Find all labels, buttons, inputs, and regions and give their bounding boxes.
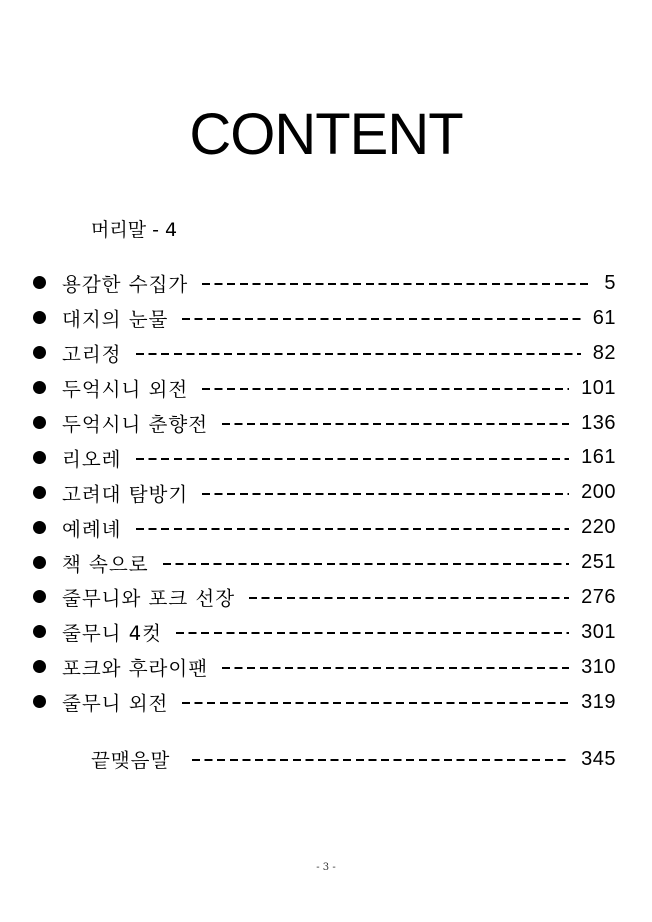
dot-leader: [222, 423, 569, 425]
toc-entry-label: 고리정: [62, 343, 122, 367]
bullet-icon: [33, 416, 46, 429]
toc-entry-page-number: 61: [592, 306, 616, 329]
toc-entry-line: [62, 685, 616, 720]
toc-entry-line: [62, 336, 616, 371]
toc-entry-page-number: 220: [581, 516, 616, 539]
toc-entry[interactable]: [0, 440, 652, 475]
toc-entry-page-number: 101: [581, 376, 616, 399]
toc-entry-line: [62, 371, 616, 406]
bullet-icon: [33, 521, 46, 534]
toc-entry-page-number: 301: [581, 620, 616, 643]
toc-entry-line: [62, 266, 616, 301]
toc-entry-label: 줄무니 4컷: [62, 622, 162, 646]
toc-entry-line: [62, 580, 616, 615]
toc-entry-line: [62, 301, 616, 336]
page-title: CONTENT: [189, 102, 463, 167]
toc-entry-page-number: 200: [581, 481, 616, 504]
table-of-contents: [0, 266, 652, 720]
toc-entry-page-number: 310: [581, 655, 616, 678]
toc-entry[interactable]: [0, 580, 652, 615]
bullet-icon: [33, 695, 46, 708]
bullet-icon: [33, 346, 46, 359]
dot-leader: [182, 702, 569, 704]
bullet-icon: [33, 590, 46, 603]
toc-entry-line: [62, 510, 616, 545]
toc-entry-label: 줄무니 외전: [62, 692, 169, 716]
toc-entry-label: 책 속으로: [62, 552, 149, 576]
toc-entry[interactable]: [0, 615, 652, 650]
toc-entry-line: [62, 406, 616, 441]
toc-entry-label: 리오레: [62, 447, 122, 471]
bullet-icon: [33, 556, 46, 569]
bullet-icon: [33, 276, 46, 289]
dot-leader: [176, 632, 569, 634]
page-footer-number: - 3 -: [316, 862, 336, 873]
toc-entry[interactable]: [0, 266, 652, 301]
dot-leader: [222, 667, 569, 669]
toc-entry-page-number: 319: [581, 690, 616, 713]
dot-leader: [202, 493, 569, 495]
epilogue-page-number: 345: [581, 747, 616, 770]
bullet-icon: [33, 381, 46, 394]
toc-entry-line: [62, 475, 616, 510]
toc-entry[interactable]: [0, 406, 652, 441]
toc-entry[interactable]: [0, 650, 652, 685]
toc-entry-page-number: 276: [581, 585, 616, 608]
bullet-icon: [33, 311, 46, 324]
toc-entry[interactable]: [0, 685, 652, 720]
toc-entry[interactable]: [0, 545, 652, 580]
toc-entry[interactable]: [0, 510, 652, 545]
dot-leader: [163, 563, 570, 565]
toc-entry-page-number: 5: [604, 271, 616, 294]
toc-entry-page-number: 82: [592, 341, 616, 364]
dot-leader: [192, 759, 569, 761]
dot-leader: [136, 528, 570, 530]
toc-entry-label: 두억시니 외전: [62, 378, 189, 402]
toc-entry-label: 두억시니 춘향전: [62, 413, 209, 436]
epilogue-label: 끝맺음말: [91, 749, 171, 772]
toc-entry-label: 고려대 탐방기: [62, 482, 189, 506]
dot-leader: [202, 388, 569, 390]
dot-leader: [136, 353, 581, 355]
dot-leader: [202, 283, 592, 285]
toc-entry-label: 줄무니와 포크 선장: [62, 587, 236, 611]
toc-entry-label: 포크와 후라이팬: [62, 657, 209, 681]
toc-entry-line: [62, 615, 616, 650]
bullet-icon: [33, 451, 46, 464]
toc-entry[interactable]: [0, 371, 652, 406]
toc-entry-page-number: 161: [581, 446, 616, 469]
toc-entry[interactable]: [0, 475, 652, 510]
bullet-icon: [33, 486, 46, 499]
preface-line: 머리말 - 4: [91, 219, 178, 241]
toc-entry-line: [62, 545, 616, 580]
dot-leader: [249, 597, 569, 599]
dot-leader: [182, 318, 580, 320]
toc-entry-line: [62, 440, 616, 475]
bullet-icon: [33, 660, 46, 673]
toc-entry-line: [62, 650, 616, 685]
toc-entry[interactable]: [0, 301, 652, 336]
toc-entry-label: 용감한 수집가: [62, 273, 189, 297]
bullet-icon: [33, 625, 46, 638]
toc-entry[interactable]: [0, 336, 652, 371]
toc-entry-label: 예례녜: [62, 517, 122, 541]
dot-leader: [136, 458, 570, 460]
toc-entry-label: 대지의 눈물: [62, 308, 169, 332]
epilogue-entry[interactable]: [91, 742, 616, 776]
toc-entry-page-number: 136: [581, 411, 616, 434]
toc-entry-page-number: 251: [581, 551, 616, 574]
